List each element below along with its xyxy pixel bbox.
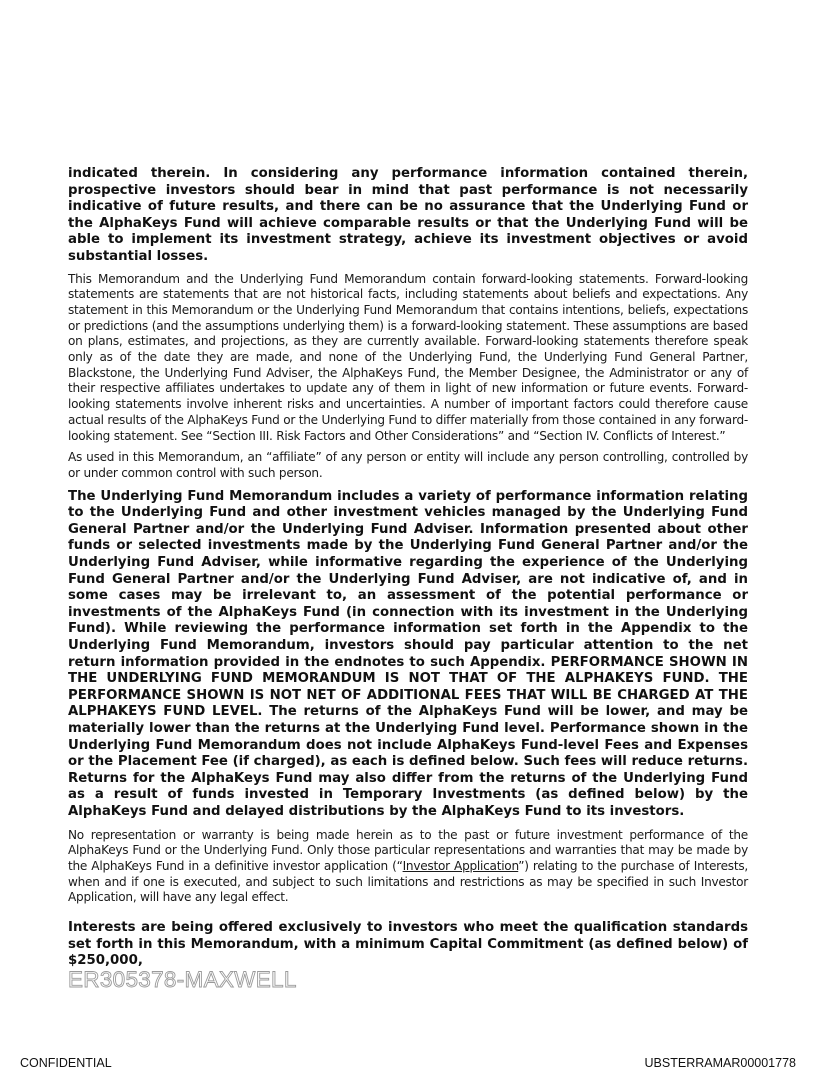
paragraph-no-representation bbox=[68, 828, 748, 907]
paragraph-performance-disclaimer: indicated therein. In considering any performance information contained therein, prospective investors should bear in mind that past performance is not necessarily indicative of future results, and there can be no assurance that the Underlying Fund or the AlphaKeys Fund will achieve comparable results or that the Underlying Fund will be able to implement its investment strategy, achieve its investment objectives or avoid substantial losses. bbox=[68, 166, 748, 264]
document-body bbox=[68, 166, 748, 970]
investor-application-term: Investor Application bbox=[402, 858, 519, 873]
paragraph-no-representation-start: No representation or warranty is being made herein as to the past or future investment performance of the AlphaKeys Fund or the Underlying Fund. Only those particular representations and warranties that may be made by the AlphaKeys Fund in a definitive investor application (“ bbox=[68, 827, 748, 873]
footer-bates-number: UBSTERRAMAR00001778 bbox=[644, 1056, 796, 1070]
paragraph-interests-offered: Interests are being offered exclusively to investors who meet the qualification standards set forth in this Memorandum, with a minimum Capital Commitment (as defined below) of $250,000, bbox=[68, 920, 748, 969]
paragraph-forward-looking: This Memorandum and the Underlying Fund Memorandum contain forward-looking statements. Forward-looking statements are statements that are not historical facts, including statements about beliefs and expectations. Any statement in this Memorandum or the Underlying Fund Memorandum that contains intentions, beliefs, expectations or predictions (and the assumptions underlying them) is a forward-looking statement. These assumptions are based on plans, estimates, and projections, as they are currently available. Forward-looking statements therefore speak only as of the date they are made, and none of the Underlying Fund, the Underlying Fund General Partner, Blackstone, the Underlying Fund Adviser, the AlphaKeys Fund, the Member Designee, the Administrator or any of their respective affiliates undertakes to update any of them in light of new information or future events. Forward-looking statements involve inherent risks and uncertainties. A number of important factors could therefore cause actual results of the AlphaKeys Fund or the Underlying Fund to differ materially from those contained in any forward-looking statement. See “Section III. Risk Factors and Other Considerations” and “Section IV. Conflicts of Interest.” bbox=[68, 271, 748, 443]
bates-watermark: ER305378-MAXWELL bbox=[68, 967, 297, 992]
paragraph-underlying-fund-performance: The Underlying Fund Memorandum includes a variety of performance information relating to the Underlying Fund and other investment vehicles managed by the Underlying Fund General Partner and/or the Underlying Fund Adviser. Information presented about other funds or selected investments made by the Underlying Fund General Partner and/or the Underlying Fund Adviser, while informative regarding the experience of the Underlying Fund General Partner and/or the Underlying Fund Adviser, are not indicative of, and in some cases may be irrelevant to, an assessment of the potential performance or investments of the AlphaKeys Fund (in connection with its investment in the Underlying Fund). While reviewing the performance information set forth in the Appendix to the Underlying Fund Memorandum, investors should pay particular attention to the net return information provided in the endnotes to such Appendix. PERFORMANCE SHOWN IN THE UNDERLYING FUND MEMORANDUM IS NOT THAT OF THE ALPHAKEYS FUND. THE PERFORMANCE SHOWN IS NOT NET OF ADDITIONAL FEES THAT WILL BE CHARGED AT THE ALPHAKEYS FUND LEVEL. The returns of the AlphaKeys Fund will be lower, and may be materially lower than the returns at the Underlying Fund level. Performance shown in the Underlying Fund Memorandum does not include AlphaKeys Fund-level Fees and Expenses or the Placement Fee (if charged), as each is defined below. Such fees will reduce returns. Returns for the AlphaKeys Fund may also differ from the returns of the Underlying Fund as a result of funds invested in Temporary Investments (as defined below) by the AlphaKeys Fund and delayed distributions by the AlphaKeys Fund to its investors. bbox=[68, 488, 748, 819]
paragraph-no-representation-end: ”) relating to the purchase of Interests, when and if one is executed, and subject to such limitations and restrictions as may be specified in such Investor Application, will have any legal effect. bbox=[68, 858, 748, 905]
footer-confidential-label: CONFIDENTIAL bbox=[20, 1056, 112, 1070]
paragraph-affiliate-definition: As used in this Memorandum, an “affiliate” of any person or entity will include any person controlling, controlled by or under common control with such person. bbox=[68, 450, 748, 480]
